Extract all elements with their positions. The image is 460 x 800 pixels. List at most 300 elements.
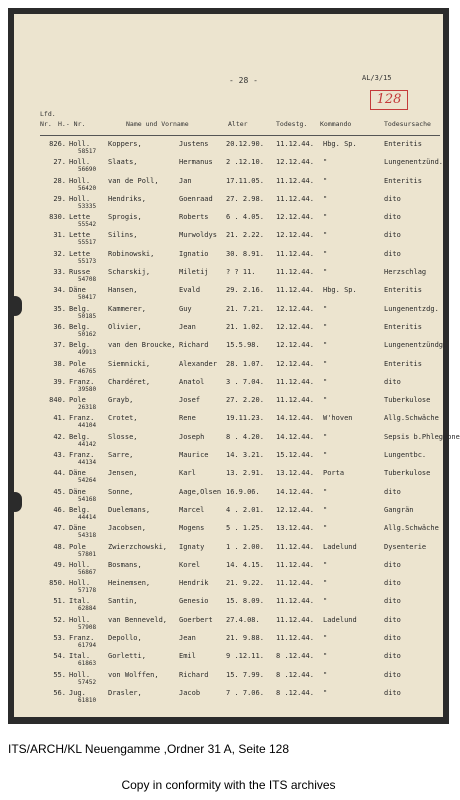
record-surname: Slaats, [108, 158, 138, 167]
record-kommando: " [323, 231, 328, 240]
record-cause: Dysenterie [384, 542, 427, 551]
table-row [14, 303, 443, 321]
record-h-nr: 56867 [78, 568, 97, 576]
record-firstname: Evald [179, 286, 201, 295]
record-firstname: Roberts [179, 213, 209, 222]
record-death-date: 14.12.44. [276, 414, 314, 423]
record-lfd-nr: 37. [53, 341, 66, 350]
record-nationality: Franz. [69, 451, 95, 460]
record-birthdate: 20.12.90. [226, 140, 264, 148]
record-kommando: " [323, 268, 328, 277]
record-death-date: 11.12.44. [276, 286, 314, 295]
record-firstname: Jan [179, 176, 192, 185]
table-row [14, 632, 443, 650]
record-h-nr: 57178 [78, 587, 97, 595]
record-cause: dito [384, 560, 401, 569]
record-nationality: Pole [69, 359, 86, 368]
record-birthdate: 28. 1.07. [226, 359, 264, 368]
record-death-date: 12.12.44. [276, 158, 314, 167]
record-death-date: 12.12.44. [276, 505, 314, 514]
record-cause: dito [384, 231, 401, 240]
record-lfd-nr: 52. [53, 615, 66, 624]
table-row [14, 376, 443, 394]
table-row [14, 577, 443, 595]
record-cause: Tuberkulose [384, 396, 431, 405]
record-birthdate: 29. 2.16. [226, 286, 264, 295]
record-death-date: 11.12.44. [276, 140, 314, 148]
record-firstname: Hendrik [179, 579, 209, 588]
record-birthdate: 2 .12.10. [226, 158, 264, 167]
record-firstname: Korel [179, 560, 201, 569]
table-row [14, 394, 443, 412]
table-row [14, 522, 443, 540]
record-kommando: " [323, 487, 328, 496]
record-cause: dito [384, 213, 401, 222]
record-surname: Bosmans, [108, 560, 142, 569]
record-birthdate: 3 . 7.04. [226, 377, 264, 386]
record-surname: Drasler, [108, 688, 142, 697]
record-lfd-nr: 36. [53, 322, 66, 331]
header-kommando: Kommando [320, 120, 352, 128]
record-lfd-nr: 46. [53, 505, 66, 514]
record-kommando: Hbg. Sp. [323, 286, 357, 295]
table-header [14, 110, 443, 134]
record-death-date: 11.12.44. [276, 249, 314, 258]
record-nationality: Belg. [69, 432, 91, 441]
record-nationality: Holl. [69, 140, 91, 148]
record-death-date: 12.12.44. [276, 213, 314, 222]
record-birthdate: 6 . 4.05. [226, 213, 264, 222]
table-row [14, 504, 443, 522]
record-surname: Sprogis, [108, 213, 142, 222]
record-death-date: 13.12.44. [276, 469, 314, 478]
record-firstname: Mogens [179, 524, 205, 533]
record-death-date: 12.12.44. [276, 341, 314, 350]
record-h-nr: 44142 [78, 440, 97, 448]
record-firstname: Anatol [179, 377, 205, 386]
record-h-nr: 39580 [78, 385, 97, 393]
record-kommando: Porta [323, 469, 345, 478]
header-rule [40, 135, 440, 136]
record-surname: Scharskij, [108, 268, 151, 277]
record-cause: dito [384, 377, 401, 386]
record-firstname: Richard [179, 341, 209, 350]
record-h-nr: 61794 [78, 642, 97, 650]
record-surname: Sonne, [108, 487, 134, 496]
record-nationality: Jug. [69, 688, 86, 697]
table-row [14, 687, 443, 705]
record-nationality: Holl. [69, 176, 91, 185]
record-cause: Herzschlag [384, 268, 427, 277]
record-nationality: Pole [69, 396, 86, 405]
record-h-nr: 53335 [78, 202, 97, 210]
record-surname: von Wolffen, [108, 670, 159, 679]
record-kommando: " [323, 176, 328, 185]
record-kommando: " [323, 634, 328, 643]
record-nationality: Holl. [69, 560, 91, 569]
record-kommando: " [323, 560, 328, 569]
record-birthdate: 14. 4.15. [226, 560, 264, 569]
table-row [14, 650, 443, 668]
record-cause: dito [384, 652, 401, 661]
record-birthdate: 7 . 7.06. [226, 688, 264, 697]
record-lfd-nr: 830. [49, 213, 66, 222]
record-h-nr: 58517 [78, 148, 97, 155]
record-lfd-nr: 28. [53, 176, 66, 185]
record-kommando: " [323, 194, 328, 203]
record-nationality: Ital. [69, 652, 91, 661]
table-row [14, 412, 443, 430]
record-lfd-nr: 55. [53, 670, 66, 679]
record-firstname: Marcel [179, 505, 205, 514]
record-h-nr: 55542 [78, 221, 97, 229]
record-firstname: Miletij [179, 268, 209, 277]
record-surname: Duelemans, [108, 505, 151, 514]
record-firstname: Ignatio [179, 249, 209, 258]
record-surname: Sarre, [108, 451, 134, 460]
record-surname: Crotet, [108, 414, 138, 423]
record-death-date: 13.12.44. [276, 524, 314, 533]
record-cause: Lungentbc. [384, 451, 427, 460]
header-todestag: Todestg. [276, 120, 308, 128]
record-nationality: Belg. [69, 341, 91, 350]
record-death-date: 11.12.44. [276, 597, 314, 606]
record-birthdate: 15. 7.99. [226, 670, 264, 679]
record-death-date: 12.12.44. [276, 359, 314, 368]
record-death-date: 8 .12.44. [276, 652, 314, 661]
record-kommando: " [323, 359, 328, 368]
record-death-date: 11.12.44. [276, 176, 314, 185]
record-kommando: " [323, 341, 328, 350]
record-lfd-nr: 850. [49, 579, 66, 588]
record-surname: Gorletti, [108, 652, 146, 661]
record-nationality: Däne [69, 524, 86, 533]
record-h-nr: 44104 [78, 422, 97, 430]
table-row [14, 211, 443, 229]
record-firstname: Guy [179, 304, 192, 313]
record-cause: dito [384, 597, 401, 606]
record-death-date: 11.12.44. [276, 579, 314, 588]
record-lfd-nr: 35. [53, 304, 66, 313]
record-surname: Zwierzchowski, [108, 542, 168, 551]
record-cause: Enteritis [384, 176, 422, 185]
table-row [14, 449, 443, 467]
record-firstname: Josef [179, 396, 201, 405]
table-row [14, 486, 443, 504]
table-row [14, 541, 443, 559]
table-row [14, 284, 443, 302]
record-death-date: 12.12.44. [276, 304, 314, 313]
record-birthdate: 8 . 4.20. [226, 432, 264, 441]
record-nationality: Belg. [69, 304, 91, 313]
record-firstname: Jacob [179, 688, 201, 697]
record-h-nr: 54708 [78, 276, 97, 284]
record-birthdate: 14. 3.21. [226, 451, 264, 460]
record-firstname: Jean [179, 322, 196, 331]
record-birthdate: 16.9.06. [226, 487, 260, 496]
record-nationality: Holl. [69, 670, 91, 679]
record-nationality: Franz. [69, 414, 95, 423]
record-firstname: Richard [179, 670, 209, 679]
record-kommando: " [323, 158, 328, 167]
document-scan [8, 8, 460, 724]
record-cause: Lungenentzündg. [384, 341, 448, 350]
record-lfd-nr: 42. [53, 432, 66, 441]
record-cause: dito [384, 579, 401, 588]
record-birthdate: 1 . 2.00. [226, 542, 264, 551]
record-nationality: Däne [69, 286, 86, 295]
record-surname: Silins, [108, 231, 138, 240]
record-lfd-nr: 31. [53, 231, 66, 240]
record-nationality: Lette [69, 213, 91, 222]
record-surname: Kammerer, [108, 304, 146, 313]
record-lfd-nr: 49. [53, 560, 66, 569]
record-lfd-nr: 34. [53, 286, 66, 295]
record-kommando: Ladelund [323, 542, 357, 551]
record-h-nr: 57452 [78, 678, 97, 686]
record-h-nr: 49913 [78, 349, 97, 357]
record-birthdate: 27. 2.20. [226, 396, 264, 405]
record-h-nr: 55517 [78, 239, 97, 247]
table-row [14, 595, 443, 613]
record-firstname: Jean [179, 634, 196, 643]
record-cause: dito [384, 194, 401, 203]
record-nationality: Däne [69, 487, 86, 496]
record-death-date: 12.12.44. [276, 322, 314, 331]
record-birthdate: 5 . 1.25. [226, 524, 264, 533]
record-kommando: Ladelund [323, 615, 357, 624]
record-surname: Santin, [108, 597, 138, 606]
record-surname: Koppers, [108, 140, 142, 148]
record-firstname: Alexander [179, 359, 217, 368]
record-firstname: Rene [179, 414, 196, 423]
record-death-date: 11.12.44. [276, 396, 314, 405]
record-birthdate: 21. 1.02. [226, 322, 264, 331]
record-birthdate: 9 .12.11. [226, 652, 264, 661]
record-h-nr: 54168 [78, 495, 97, 503]
table-row [14, 229, 443, 247]
record-kommando: " [323, 597, 328, 606]
copy-notice: Copy in conformity with the ITS archives [121, 778, 336, 792]
record-lfd-nr: 47. [53, 524, 66, 533]
table-row [14, 156, 443, 174]
record-birthdate: 17.11.05. [226, 176, 264, 185]
record-lfd-nr: 43. [53, 451, 66, 460]
record-lfd-nr: 54. [53, 652, 66, 661]
table-row [14, 321, 443, 339]
document-page [14, 14, 460, 717]
record-cause: dito [384, 249, 401, 258]
record-lfd-nr: 53. [53, 634, 66, 643]
record-birthdate: ? ? 11. [226, 268, 256, 277]
record-h-nr: 50417 [78, 294, 97, 302]
record-birthdate: 27.4.08. [226, 615, 260, 624]
record-h-nr: 54318 [78, 532, 97, 540]
record-kommando: " [323, 322, 328, 331]
record-nationality: Ital. [69, 597, 91, 606]
record-nationality: Belg. [69, 322, 91, 331]
record-lfd-nr: 45. [53, 487, 66, 496]
record-cause: Allg.Schwäche [384, 414, 439, 423]
record-list [14, 138, 460, 705]
record-lfd-nr: 27. [53, 158, 66, 167]
record-birthdate: 15.5.98. [226, 341, 260, 350]
record-surname: Jacobsen, [108, 524, 146, 533]
record-surname: Chardéret, [108, 377, 151, 386]
record-firstname: Justens [179, 140, 209, 148]
record-surname: Slosse, [108, 432, 138, 441]
table-row [14, 614, 443, 632]
record-death-date: 14.12.44. [276, 432, 314, 441]
record-kommando: " [323, 524, 328, 533]
record-h-nr: 61810 [78, 696, 97, 704]
record-birthdate: 30. 8.91. [226, 249, 264, 258]
header-h-nr: H.- Nr. [58, 120, 86, 128]
record-kommando: " [323, 304, 328, 313]
record-h-nr: 50162 [78, 330, 97, 338]
record-birthdate: 27. 2.98. [226, 194, 264, 203]
record-lfd-nr: 33. [53, 268, 66, 277]
record-nationality: Lette [69, 231, 91, 240]
record-death-date: 11.12.44. [276, 634, 314, 643]
record-cause: dito [384, 634, 401, 643]
record-kommando: " [323, 396, 328, 405]
reference-code: AL/3/15 [362, 74, 392, 82]
table-row [14, 175, 443, 193]
record-firstname: Hermanus [179, 158, 213, 167]
record-firstname: Emil [179, 652, 196, 661]
record-cause: dito [384, 688, 401, 697]
table-row [14, 248, 443, 266]
record-kommando: " [323, 688, 328, 697]
record-nationality: Lette [69, 249, 91, 258]
record-lfd-nr: 840. [49, 396, 66, 405]
record-birthdate: 15. 8.09. [226, 597, 264, 606]
record-cause: Tuberkulose [384, 469, 431, 478]
record-death-date: 11.12.44. [276, 615, 314, 624]
record-h-nr: 44414 [78, 513, 97, 521]
record-lfd-nr: 51. [53, 597, 66, 606]
record-h-nr: 26318 [78, 404, 97, 412]
record-firstname: Joseph [179, 432, 205, 441]
record-kommando: W'hoven [323, 414, 353, 423]
record-cause: Enteritis [384, 140, 422, 148]
record-h-nr: 57801 [78, 550, 97, 558]
page-stamp: 128 [370, 90, 408, 110]
record-firstname: Karl [179, 469, 196, 478]
header-lfd: Lfd. [40, 110, 56, 118]
record-surname: Siemnicki, [108, 359, 151, 368]
record-lfd-nr: 29. [53, 194, 66, 203]
record-kommando: " [323, 213, 328, 222]
record-h-nr: 56690 [78, 166, 97, 174]
record-firstname: Murwoldys [179, 231, 217, 240]
record-surname: Hansen, [108, 286, 138, 295]
record-death-date: 11.12.44. [276, 194, 314, 203]
table-row [14, 358, 443, 376]
record-lfd-nr: 826. [49, 140, 66, 148]
record-cause: dito [384, 615, 401, 624]
record-kommando: " [323, 249, 328, 258]
record-surname: van de Poll, [108, 176, 159, 185]
record-cause: Sepsis b.Phlegmone [384, 432, 460, 441]
record-firstname: Aage,Olsen [179, 487, 222, 496]
record-kommando: " [323, 670, 328, 679]
record-cause: Allg.Schwäche [384, 524, 439, 533]
record-death-date: 11.12.44. [276, 377, 314, 386]
record-firstname: Maurice [179, 451, 209, 460]
record-nationality: Franz. [69, 634, 95, 643]
record-nationality: Däne [69, 469, 86, 478]
header-lfd-nr: Nr. [40, 120, 52, 128]
archive-caption: ITS/ARCH/KL Neuengamme ,Ordner 31 A, Seite 128 [8, 742, 290, 756]
record-kommando: " [323, 377, 328, 386]
record-cause: Enteritis [384, 286, 422, 295]
record-nationality: Belg. [69, 505, 91, 514]
record-death-date: 14.12.44. [276, 487, 314, 496]
record-h-nr: 55173 [78, 257, 97, 265]
record-surname: van Benneveld, [108, 615, 168, 624]
record-nationality: Holl. [69, 194, 91, 203]
record-h-nr: 57908 [78, 623, 97, 631]
record-lfd-nr: 44. [53, 469, 66, 478]
record-surname: Heinemsen, [108, 579, 151, 588]
record-surname: Robinowski, [108, 249, 155, 258]
record-firstname: Genesio [179, 597, 209, 606]
record-cause: Gangrän [384, 505, 414, 514]
record-surname: van den Broucke, [108, 341, 176, 350]
record-nationality: Holl. [69, 615, 91, 624]
record-birthdate: 13. 2.91. [226, 469, 264, 478]
record-h-nr: 50185 [78, 312, 97, 320]
record-cause: dito [384, 487, 401, 496]
record-surname: Hendriks, [108, 194, 146, 203]
record-birthdate: 19.11.23. [226, 414, 264, 423]
record-surname: Depollo, [108, 634, 142, 643]
record-death-date: 11.12.44. [276, 560, 314, 569]
record-firstname: Goerbert [179, 615, 213, 624]
record-lfd-nr: 38. [53, 359, 66, 368]
record-kommando: Hbg. Sp. [323, 140, 357, 148]
record-birthdate: 21. 2.22. [226, 231, 264, 240]
record-nationality: Franz. [69, 377, 95, 386]
record-nationality: Holl. [69, 579, 91, 588]
record-cause: Enteritis [384, 322, 422, 331]
table-row [14, 193, 443, 211]
table-row [14, 669, 443, 687]
page-number: - 28 - [229, 76, 258, 85]
record-h-nr: 44134 [78, 459, 97, 467]
record-lfd-nr: 48. [53, 542, 66, 551]
record-h-nr: 62884 [78, 605, 97, 613]
record-kommando: " [323, 432, 328, 441]
table-row [14, 467, 443, 485]
record-surname: Olivier, [108, 322, 142, 331]
table-row [14, 339, 448, 357]
table-row [14, 138, 443, 156]
record-death-date: 12.12.44. [276, 231, 314, 240]
record-death-date: 15.12.44. [276, 451, 314, 460]
record-h-nr: 54264 [78, 477, 97, 485]
record-kommando: " [323, 652, 328, 661]
record-birthdate: 21. 7.21. [226, 304, 264, 313]
record-h-nr: 46765 [78, 367, 97, 375]
header-todesursache: Todesursache [384, 120, 431, 128]
record-nationality: Pole [69, 542, 86, 551]
record-death-date: 8 .12.44. [276, 670, 314, 679]
record-nationality: Russe [69, 268, 91, 277]
record-kommando: " [323, 451, 328, 460]
